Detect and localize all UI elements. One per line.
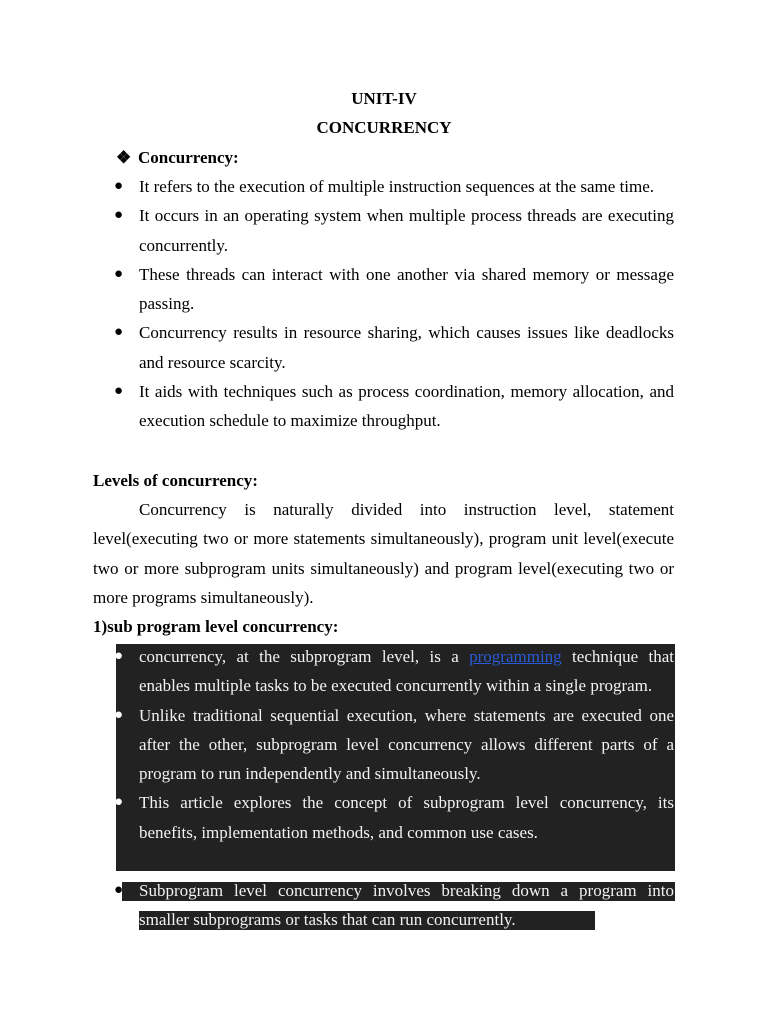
bullet-icon: ● bbox=[114, 383, 124, 400]
list-item-text: It aids with techniques such as process coordination, memory allocation, and execution schedule to maximize throughput. bbox=[139, 382, 674, 431]
list-item-text: It refers to the execution of multiple instruction sequences at the same time. bbox=[139, 177, 655, 196]
list-item bbox=[0, 701, 674, 789]
programming-link[interactable]: programming bbox=[469, 647, 562, 666]
list-item-text: Concurrency results in resource sharing, which causes issues like deadlocks and resource scarcity. bbox=[139, 323, 674, 372]
bullet-icon: ● bbox=[114, 648, 124, 664]
list-item bbox=[0, 377, 674, 436]
bullet-icon: ● bbox=[114, 178, 124, 194]
levels-paragraph: Concurrency is naturally divided into instruction level, statement level(executing two or more statements simultaneously), program unit level(execute two or more subprogram units simultaneously) and program level(executing two or more programs simultaneously). bbox=[93, 500, 674, 607]
concurrency-bullet-list bbox=[0, 172, 674, 436]
list-item bbox=[0, 201, 674, 260]
subprogram-heading: 1)sub program level concurrency: bbox=[93, 617, 339, 636]
concurrency-heading-text: Concurrency: bbox=[138, 148, 239, 167]
list-item bbox=[0, 876, 674, 935]
concurrency-heading bbox=[116, 143, 239, 172]
subprogram-bullet-list bbox=[0, 642, 674, 847]
bullet-icon: ● bbox=[114, 265, 124, 282]
list-item bbox=[0, 172, 674, 201]
list-item-text: Unlike traditional sequential execution, where statements are executed one after the other, subprogram level concurrency allows different parts of a program to run independently and simultaneously. bbox=[139, 705, 674, 784]
bullet-icon: ● bbox=[114, 706, 124, 723]
list-item bbox=[0, 642, 674, 701]
unit-title: UNIT-IV bbox=[351, 89, 417, 108]
list-item-text: It occurs in an operating system when multiple process threads are executing concurrently. bbox=[139, 206, 674, 255]
bullet-icon: ● bbox=[114, 324, 124, 341]
list-item bbox=[0, 788, 674, 847]
list-item bbox=[0, 318, 674, 377]
list-item-text bbox=[139, 642, 674, 701]
list-item-text: Subprogram level concurrency involves breaking down a program into smaller subprograms or tasks that can run concurrently. bbox=[139, 881, 674, 930]
list-item bbox=[0, 260, 674, 319]
item-text-end: technique that enables multiple tasks to be executed concurrently within a single program. bbox=[139, 647, 674, 696]
bullet-icon: ● bbox=[114, 794, 124, 811]
topic-title: CONCURRENCY bbox=[316, 118, 452, 137]
list-item-text: This article explores the concept of subprogram level concurrency, its benefits, implementation methods, and common use cases. bbox=[139, 793, 674, 842]
item-text-start: concurrency, at the subprogram level, is a bbox=[139, 647, 470, 666]
diamond-bullet-icon: ❖ bbox=[116, 148, 132, 167]
levels-heading: Levels of concurrency: bbox=[93, 471, 258, 490]
bullet-icon: ● bbox=[114, 207, 124, 224]
bullet-icon: ● bbox=[114, 882, 124, 898]
list-item-text: These threads can interact with one another via shared memory or message passing. bbox=[139, 264, 674, 314]
